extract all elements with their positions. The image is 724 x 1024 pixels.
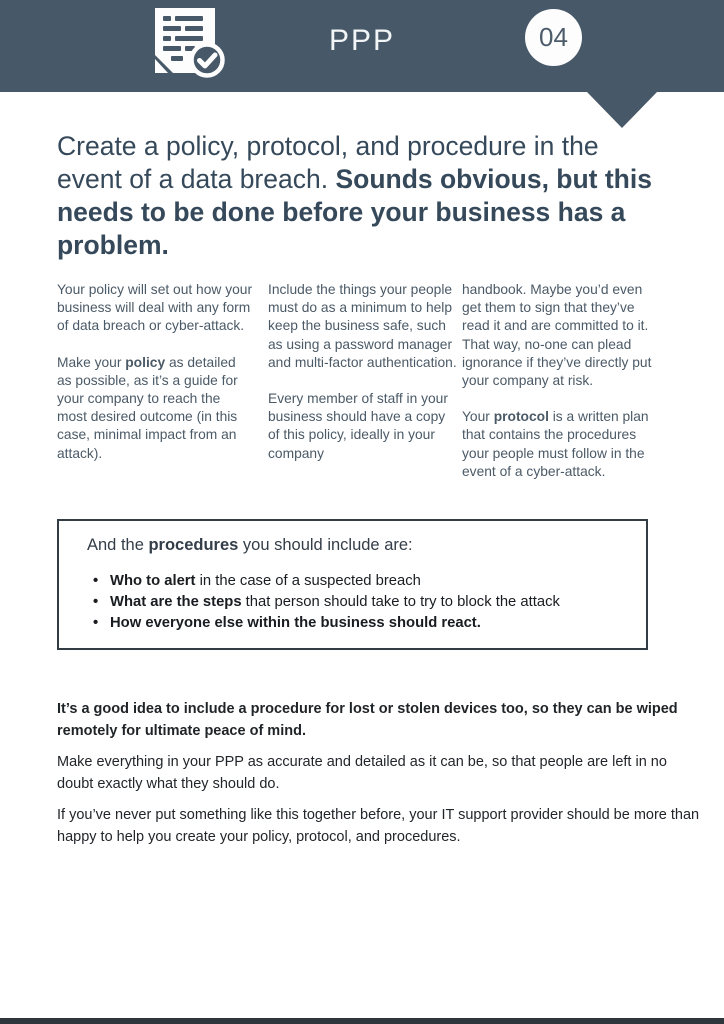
bullet-item: • How everyone else within the business should react.	[110, 613, 646, 634]
bullet-dot: •	[93, 615, 99, 631]
bullet-dot: •	[93, 573, 99, 589]
page-heading	[57, 130, 661, 262]
bullet-dot: •	[93, 594, 99, 610]
paragraph: Include the things your people must do as a minimum to help keep the business safe, such as using a password manager and multi-factor authentication.	[268, 282, 457, 370]
text-column-1	[57, 281, 253, 481]
paragraph: Make your policy as detailed as possible, as it’s a guide for your company to reach the most desired outcome (in this case, minimal impact from an attack).	[57, 354, 238, 461]
bullet-item: • What are the steps that person should take to try to block the attack	[110, 592, 646, 613]
footer-paragraphs	[57, 699, 702, 858]
paragraph: Your policy will set out how your business will deal with any form of data breach or cyber-attack.	[57, 282, 253, 334]
text-column-2	[268, 281, 460, 481]
page-number-badge	[525, 9, 582, 66]
paragraph: Every member of staff in your business should have a copy of this policy, ideally in your company	[268, 391, 448, 461]
heading-normal: Create a policy, protocol, and procedure in the event of a data breach.	[57, 131, 599, 194]
footer-bar	[0, 1018, 724, 1024]
page-number: 04	[539, 22, 568, 52]
procedures-bullet-list	[59, 571, 646, 634]
paragraph: handbook. Maybe you’d even get them to sign that they’ve read it and are committed to it. That way, no-one can plead ignorance if they’ve directly put your company at risk.	[462, 282, 652, 389]
page-title: PPP	[328, 24, 396, 57]
paragraph: Make everything in your PPP as accurate and detailed as it can be, so that people are left in no doubt exactly what they should do.	[57, 754, 667, 792]
paragraph: Your protocol is a written plan that contains the procedures your people must follow in the event of a cyber-attack.	[462, 409, 649, 479]
heading-bold: Sounds obvious, but this needs to be done before your business has a problem.	[57, 164, 652, 260]
procedures-box	[57, 519, 648, 650]
paragraph: If you’ve never put something like this together before, your IT support provider should be more than happy to help you create your policy, protocol, and procedures.	[57, 807, 700, 845]
procedures-box-intro: And the procedures you should include are:	[87, 536, 413, 554]
header-tail-notch	[587, 92, 657, 128]
paragraph-bold: It’s a good idea to include a procedure for lost or stolen devices too, so they can be wiped remotely for ultimate peace of mind.	[57, 701, 678, 739]
bullet-item: • Who to alert in the case of a suspected breach	[110, 571, 646, 592]
text-column-3	[462, 281, 662, 499]
